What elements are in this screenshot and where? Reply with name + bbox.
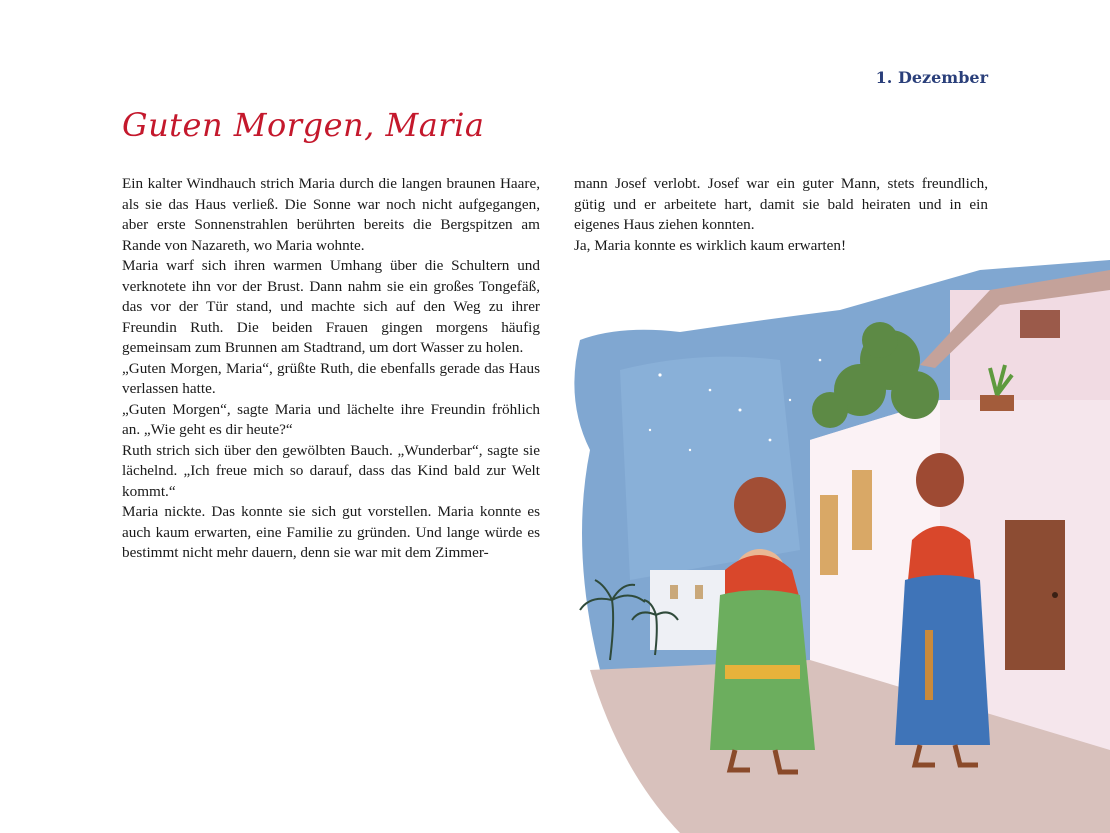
story-column-left [122, 174, 540, 564]
story-column-right [574, 174, 988, 256]
story-paragraph: Ja, Maria konnte es wirklich kaum erwarten! [574, 236, 847, 254]
village-illustration [560, 250, 1110, 833]
story-paragraph: Maria warf sich ihren warmen Umhang über die Schultern und verknotete ihn vor der Brust. Dann nahm sie ein großes Tongefäß, das vor der Tür stand, und machte sich auf den Weg zu ihrer Freundin Ruth. Die beiden Frauen gingen morgens häufig gemeinsam zum Brunnen am Stadtrand, um dort Wasser zu holen. [122, 257, 540, 356]
story-paragraph: „Guten Morgen, Maria“, grüßte Ruth, die ebenfalls gerade das Haus verlassen hatte. [122, 359, 540, 397]
story-paragraph: Maria nickte. Das konnte sie sich gut vorstellen. Maria konnte es auch kaum erwarten, eine Familie zu gründen. Und lange würde es bestimmt nicht mehr dauern, denn sie war mit dem Zimmer- [122, 503, 540, 561]
story-paragraph: Ein kalter Windhauch strich Maria durch die langen braunen Haare, als sie das Haus verließ. Die Sonne war noch nicht aufgegangen, aber erste Sonnenstrahlen berührten bereits die Bergspitzen am Rande von Nazareth, wo Maria wohnte. [122, 175, 540, 254]
story-paragraph: „Guten Morgen“, sagte Maria und lächelte ihre Freundin fröhlich an. „Wie geht es dir heute?“ [122, 400, 540, 438]
story-paragraph: Ruth strich sich über den gewölbten Bauch. „Wunderbar“, sagte sie lächelnd. „Ich freue mich so darauf, dass das Kind bald zur Welt kommt.“ [122, 441, 540, 500]
story-title: Guten Morgen, Maria [122, 106, 485, 144]
page-date: 1. Dezember [875, 68, 988, 87]
story-paragraph: mann Josef verlobt. Josef war ein guter Mann, stets freundlich, gütig und er arbeitete hart, damit sie bald heiraten und in ein eigenes Haus ziehen konnten. [574, 175, 988, 233]
